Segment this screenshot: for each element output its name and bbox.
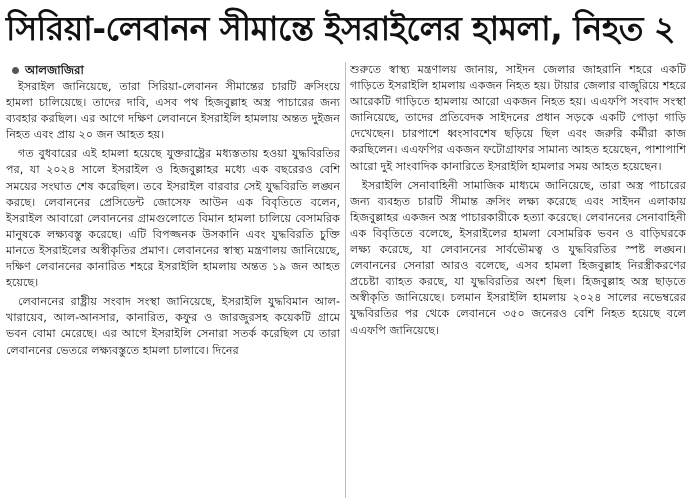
source-label: আলজাজিরা [25, 63, 84, 78]
paragraph-2: গত বুধবারের এই হামলা হয়েছে যুক্তরাষ্ট্রের মধ্যস্ততায় হওয়া যুদ্ধবিরতির পর, যা ২০২৪ সালে ইসরাইল ও হিজবুল্লাহর মধ্যে এক বছরেরও বেশি সময়ের সংঘাত শেষ করেছিল। তবে ইসরাইল বারবার সেই যুদ্ধবিরতি লঙ্ঘন করছে। লেবাননের প্রেসিডেন্ট জোসেফ আউন এক বিবৃতিতে বলেন, ইসরাইল আবারো লেবাননের গ্রামগুলোতে বিমান হামলা চালিয়ে বেসামরিক মানুষকে লক্ষ্যবস্তু করেছে। এটি বিপজ্জনক উসকানি এবং যুদ্ধবিরতি চুক্তি মানতে ইসরাইলের অস্বীকৃতির প্রমাণ। লেবাননের স্বাস্থ্য মন্ত্রণালয় জানিয়েছে, দক্ষিণ লেবাননের কানারিত শহরে ইসরাইলি হামলায় অন্তত ১৯ জন আহত হয়েছে। [6, 147, 340, 290]
paragraph-4: ইসরাইলি সেনাবাহিনী সামাজিক মাধ্যমে জানিয়েছে, তারা অস্ত্র পাচারের জন্য ব্যবহৃত চারটি সীমান্ত ক্রসিং লক্ষ্য করেছে এবং সাইদন এলাকায় হিজবুল্লাহর একজন অস্ত্র পাচারকারীকে হত্যা করেছে। লেবাননের সেনাবাহিনী এক বিবৃতিতে বলেছে, ইসরাইলের হামলা বেসামরিক ভবন ও বাড়িঘরকে লক্ষ্য করেছে, যা লেবাননের সার্বভৌমত্ব ও যুদ্ধবিরতির স্পষ্ট লঙ্ঘন। লেবাননের সেনারা আরও বলেছে, এসব হামলা হিজবুল্লাহ নিরস্ত্রীকরণের প্রচেষ্টা ব্যাহত করছে, যা যুদ্ধবিরতির অংশ ছিল। হিজবুল্লাহ অস্ত্র ছাড়তে অস্বীকৃতি জানিয়েছে। চলমান ইসরাইলি হামলায় ২০২৪ সালের নভেম্বরের যুদ্ধবিরতির পর থেকে লেবাননে ৩৫০ জনেরও বেশি নিহত হয়েছে বলে এএফপি জানিয়েছে। [350, 178, 686, 337]
bullet-icon [12, 67, 19, 74]
paragraph-1: ইসরাইল জানিয়েছে, তারা সিরিয়া-লেবানন সীমান্তের চারটি ক্রসিংয়ে হামলা চালিয়েছে। তাদের দাবি, এসব পথ হিজবুল্লাহ অস্ত্র পাচারের জন্য ব্যবহার করছিল। এর আগে দক্ষিণ লেবাননে ইসরাইলি হামলায় অন্তত দুইজন নিহত এবং প্রায় ২০ জন আহত হয়। [6, 80, 340, 142]
article-headline: সিরিয়া-লেবানন সীমান্তে ইসরাইলের হামলা, নিহত ২ [6, 9, 675, 48]
paragraph-3-continued: শুরুতে স্বাস্থ্য মন্ত্রণালয় জানায়, সাইদন জেলার জাহরানি শহরে একটি গাড়িতে ইসরাইলি হামলায় একজন নিহত হয়। টায়ার জেলার বাজুরিয়ে শহরে আরেকটি গাড়িতে হামলায় আরো একজন নিহত হয়। এএফপি সংবাদ সংস্থা জানিয়েছে, তাদের প্রতিবেদক সাইদনের প্রধান সড়কে একটি পোড়া গাড়ি দেখেছেন। চারপাশে ধ্বংসাবশেষ ছড়িয়ে ছিল এবং জরুরি কর্মীরা কাজ করছিলেন। এএফপির একজন ফটোগ্রাফার সামান্য আহত হয়েছেন, পাশাপাশি আরো দুই সাংবাদিক কানারিতে ইসরাইলি হামলার সময় আহত হয়েছেন। [350, 63, 686, 173]
column-divider [345, 62, 346, 498]
source-line [6, 62, 340, 79]
article-left-column [6, 62, 340, 498]
article-right-column [350, 62, 686, 498]
paragraph-3: লেবাননের রাষ্ট্রীয় সংবাদ সংস্থা জানিয়েছে, ইসরাইলি যুদ্ধবিমান আল-খারায়েব, আল-আনসার, কানারিত, কফুর ও জারজুরসহ কয়েকটি গ্রামে ভবন বোমা মেরেছে। এর আগে ইসরাইলি সেনারা সতর্ক করেছিল যে তারা লেবাননের ভেতরে লক্ষ্যবস্তুতে হামলা চালাবে। দিনের [6, 295, 340, 357]
